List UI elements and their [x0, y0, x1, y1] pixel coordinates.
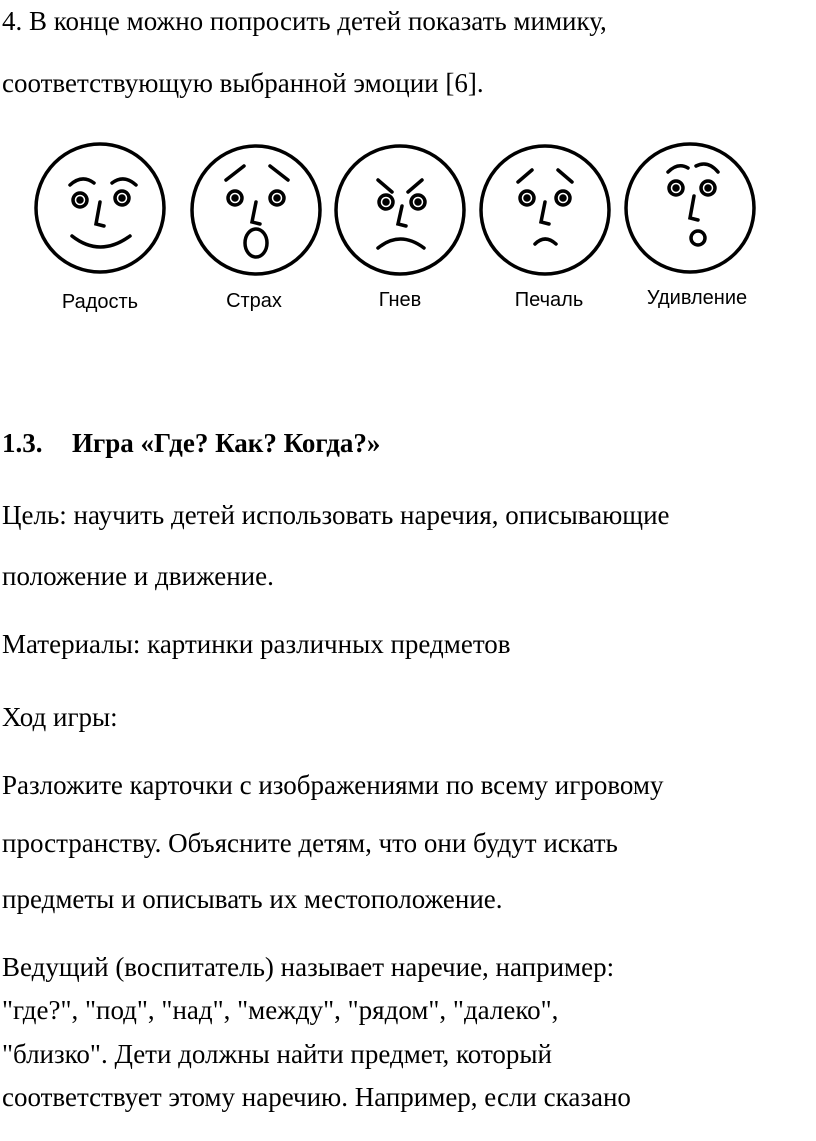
sadness-face-icon — [481, 146, 609, 274]
intro-line-1: 4. В конце можно попросить детей показать мимику, — [2, 6, 607, 36]
paragraph-2-line-4: соответствует этому наречию. Например, если сказано — [2, 1082, 631, 1112]
intro-line-2: соответствующую выбранной эмоции [6]. — [2, 68, 484, 98]
section-number: 1.3. — [2, 428, 43, 458]
fear-face-icon — [192, 146, 320, 274]
paragraph-2-line-2: "где?", "под", "над", "между", "рядом", "далеко", — [2, 995, 559, 1025]
surprise-face-icon — [626, 144, 754, 272]
emotion-faces-figure — [30, 140, 790, 320]
materials-text: Материалы: картинки различных предметов — [2, 629, 511, 659]
goal-line-1: Цель: научить детей использовать наречия, описывающие — [2, 500, 670, 530]
paragraph-2-line-3: "близко". Дети должны найти предмет, который — [2, 1039, 552, 1069]
paragraph-1-line-1: Разложите карточки с изображениями по всему игровому — [2, 770, 664, 800]
section-title: Игра «Где? Как? Когда?» — [72, 428, 381, 458]
face-caption-surprise: Удивление — [646, 287, 748, 309]
paragraph-1-line-2: пространству. Объясните детям, что они будут искать — [2, 828, 618, 858]
face-caption-anger: Гнев — [378, 289, 422, 311]
anger-face-icon — [336, 146, 464, 274]
face-caption-sadness: Печаль — [514, 289, 584, 311]
face-caption-joy: Радость — [61, 291, 139, 313]
goal-line-2: положение и движение. — [2, 561, 274, 591]
paragraph-1-line-3: предметы и описывать их местоположение. — [2, 884, 503, 914]
joy-face-icon — [36, 144, 164, 272]
section-heading — [2, 430, 380, 457]
face-caption-fear: Страх — [226, 290, 282, 312]
paragraph-2-line-1: Ведущий (воспитатель) называет наречие, например: — [2, 952, 615, 982]
game-progress-heading: Ход игры: — [2, 702, 118, 732]
